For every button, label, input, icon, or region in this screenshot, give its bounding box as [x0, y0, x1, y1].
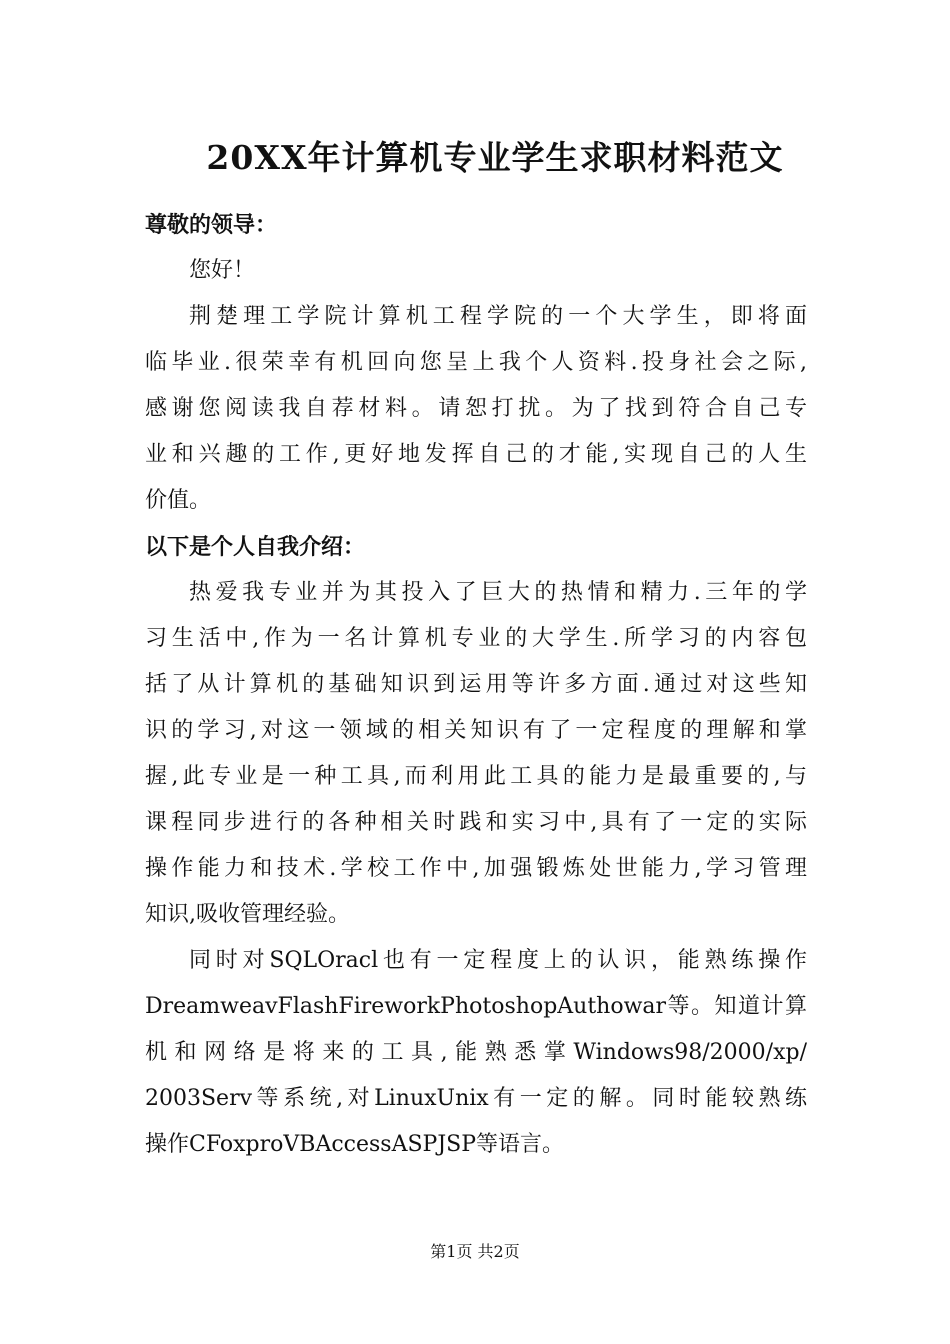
paragraph-line: 业和兴趣的工作,更好地发挥自己的才能,实现自己的人生 [145, 442, 807, 467]
document-body [145, 202, 807, 1168]
paragraph-3 [145, 938, 807, 1168]
greeting: 您好！ [189, 258, 256, 283]
paragraph-line: 价值。 [145, 488, 212, 513]
paragraph-line: 同时对SQLOracl也有一定程度上的认识，能熟练操作 [189, 948, 807, 973]
paragraph-line: 知识,吸收管理经验。 [145, 902, 350, 927]
paragraph-line: 括了从计算机的基础知识到运用等许多方面.通过对这些知 [145, 672, 807, 697]
paragraph-line: 握,此专业是一种工具,而利用此工具的能力是最重要的,与 [145, 764, 807, 789]
paragraph-line: DreamweavFlashFireworkPhotoshopAuthowar等。知道计算 [145, 994, 807, 1019]
paragraph-line: 习生活中,作为一名计算机专业的大学生.所学习的内容包 [145, 626, 807, 651]
paragraph-line: 2003Serv等系统,对LinuxUnix有一定的解。同时能较熟练 [145, 1086, 807, 1111]
paragraph-line: 临毕业.很荣幸有机回向您呈上我个人资料.投身社会之际, [145, 350, 807, 375]
intro-heading: 以下是个人自我介绍： [145, 534, 366, 560]
paragraph-line: 操作能力和技术.学校工作中,加强锻炼处世能力,学习管理 [145, 856, 807, 881]
document-title: 20XX年计算机专业学生求职材料范文 [206, 138, 784, 177]
paragraph-line: 感谢您阅读我自荐材料。请恕打扰。为了找到符合自己专 [145, 396, 807, 421]
paragraph-line: 热爱我专业并为其投入了巨大的热情和精力.三年的学 [189, 580, 807, 605]
paragraph-line: 机和网络是将来的工具,能熟悉掌Windows98/2000/xp/ [145, 1040, 807, 1065]
paragraph-2 [145, 570, 807, 938]
paragraph-line: 课程同步进行的各种相关时践和实习中,具有了一定的实际 [145, 810, 807, 835]
paragraph-1 [145, 294, 807, 524]
salutation: 尊敬的领导： [145, 212, 278, 238]
paragraph-line: 识的学习,对这一领域的相关知识有了一定程度的理解和掌 [145, 718, 807, 743]
page-footer: 第1页 共2页 [430, 1242, 520, 1261]
paragraph-line: 荆楚理工学院计算机工程学院的一个大学生，即将面 [189, 304, 807, 329]
paragraph-line: 操作CFoxproVBAccessASPJSP等语言。 [145, 1132, 565, 1157]
